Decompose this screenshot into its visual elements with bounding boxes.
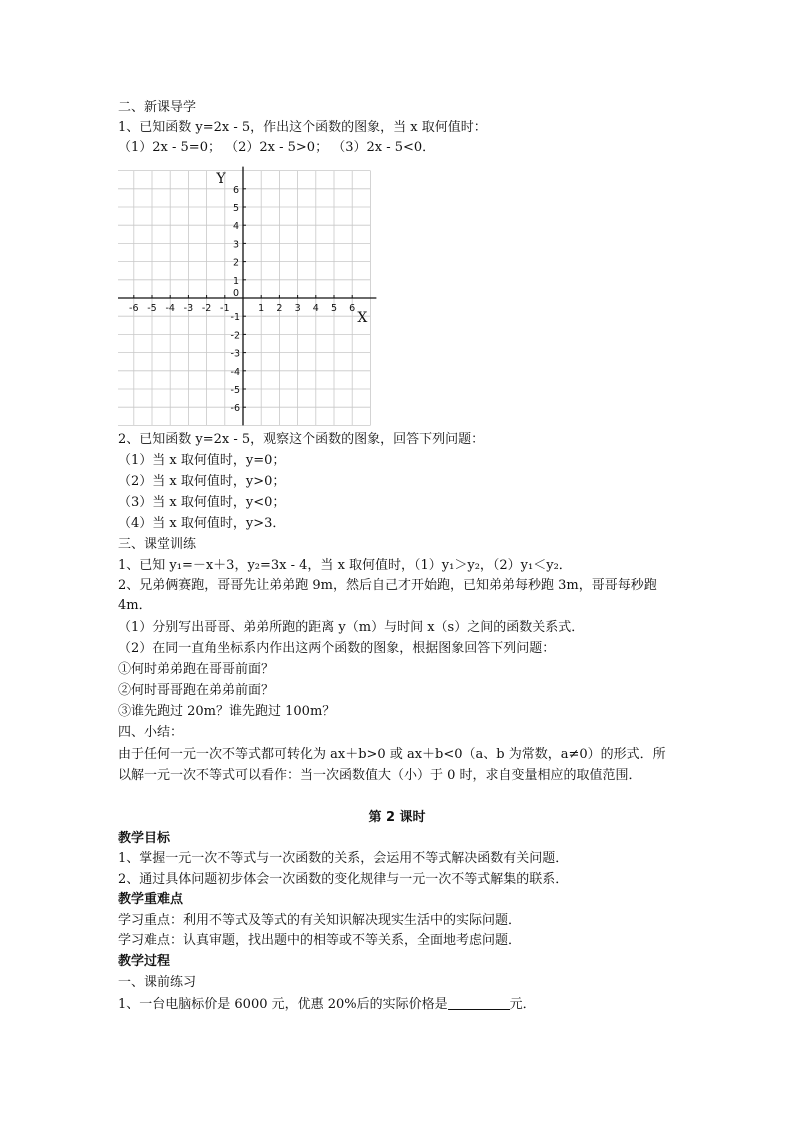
lesson-2-title: 第 2 课时 <box>368 810 426 825</box>
training-2-part-2: （2）在同一直角坐标系内作出这两个函数的图象，根据图象回答下列问题： <box>118 641 556 656</box>
x-tick-label: 3 <box>294 303 301 314</box>
key-point: 学习重点：利用不等式及等式的有关知识解决现实生活中的实际问题． <box>118 913 522 928</box>
y-tick-label: 5 <box>232 203 239 214</box>
x-tick-label: 5 <box>330 303 338 314</box>
y-tick-label: -1 <box>230 312 240 324</box>
y-tick-label: 1 <box>232 275 239 287</box>
question-2-item: （1）当 x 取何值时，y=0； <box>118 453 286 468</box>
section-heading-class-training: 三、课堂训练 <box>118 537 197 552</box>
goal-item: 1、掌握一元一次不等式与一次函数的关系，会运用不等式解决函数有关问题． <box>118 851 569 866</box>
question-1-parts: （1）2x - 5=0； （2）2x - 5>0； （3）2x - 5<0． <box>118 140 436 155</box>
training-2-question: ①何时弟弟跑在哥哥前面？ <box>118 662 275 677</box>
y-tick-label: 2 <box>232 257 239 269</box>
heading-teaching-goals: 教学目标 <box>118 831 171 846</box>
goal-item: 2、通过具体问题初步体会一次函数的变化规律与一元一次不等式解集的联系． <box>118 872 569 887</box>
x-tick-label: -5 <box>147 303 157 314</box>
exercise-text-end: 元． <box>509 997 536 1012</box>
x-tick-label: 2 <box>276 303 283 314</box>
heading-key-points: 教学重难点 <box>118 892 184 907</box>
section-heading-new-lesson: 二、新课导学 <box>118 100 197 115</box>
key-point: 学习难点：认真审题，找出题中的相等或不等关系，全面地考虑问题． <box>118 933 522 948</box>
question-2-item: （4）当 x 取何值时，y>3． <box>118 516 286 531</box>
training-2: 2、兄弟俩赛跑，哥哥先让弟弟跑 9m，然后自己才开始跑，已知弟弟每秒跑 3m，哥哥每秒跑4m． <box>118 578 657 613</box>
y-tick-label: -4 <box>230 366 240 378</box>
y-tick-label: -6 <box>230 403 240 415</box>
section-heading-pre-class: 一、课前练习 <box>118 975 197 990</box>
y-tick-label: -3 <box>230 348 240 360</box>
coordinate-grid <box>118 160 384 426</box>
question-2: 2、已知函数 y=2x - 5，观察这个函数的图象，回答下列问题： <box>118 432 485 447</box>
origin-label: 0 <box>232 288 239 299</box>
training-2-part-1: （1）分别写出哥哥、弟弟所跑的距离 y（m）与时间 x（s）之间的函数关系式． <box>118 620 585 635</box>
x-tick-label: -3 <box>183 303 194 314</box>
pre-class-exercise-1 <box>118 995 536 1015</box>
y-tick-label: -5 <box>230 385 240 396</box>
y-tick-label: 4 <box>232 221 239 233</box>
question-2-item: （2）当 x 取何值时，y>0； <box>118 474 286 489</box>
section-heading-summary: 四、小结： <box>118 725 184 740</box>
summary-paragraph: 由于任何一元一次不等式都可转化为 ax＋b>0 或 ax＋b<0（a、b 为常数，a≠0）的形式．所以解一元一次不等式可以看作：当一次函数值大（小）于 0 时，求自变量相应的取值范围． <box>118 747 666 783</box>
y-axis-label: Y <box>216 170 226 187</box>
y-tick-label: 3 <box>232 239 239 251</box>
x-tick-label: 4 <box>312 303 319 314</box>
exercise-text: 1、一台电脑标价是 6000 元，优惠 20%后的实际价格是 <box>118 997 448 1012</box>
answer-blank <box>448 995 510 1010</box>
y-tick-label: 6 <box>232 184 239 196</box>
training-2-question: ②何时哥哥跑在弟弟前面？ <box>118 683 275 698</box>
x-tick-label: -2 <box>201 303 212 314</box>
question-1: 1、已知函数 y=2x - 5，作出这个函数的图象，当 x 取何值时： <box>118 120 487 135</box>
x-tick-label: -6 <box>129 303 139 314</box>
x-tick-label: 6 <box>349 303 356 314</box>
training-1: 1、已知 y₁=－x＋3，y₂=3x - 4，当 x 取何值时，（1）y₁＞y₂，（2）y₁＜y₂． <box>118 558 572 573</box>
training-2-question: ③谁先跑过 20m？谁先跑过 100m？ <box>118 704 336 719</box>
question-2-item: （3）当 x 取何值时，y<0； <box>118 495 286 510</box>
x-tick-label: -4 <box>165 303 175 314</box>
y-tick-label: -2 <box>230 330 240 342</box>
x-tick-label: 1 <box>258 303 265 314</box>
x-axis-label: X <box>357 310 368 326</box>
heading-teaching-process: 教学过程 <box>118 954 171 969</box>
x-tick-label: -1 <box>220 303 230 314</box>
